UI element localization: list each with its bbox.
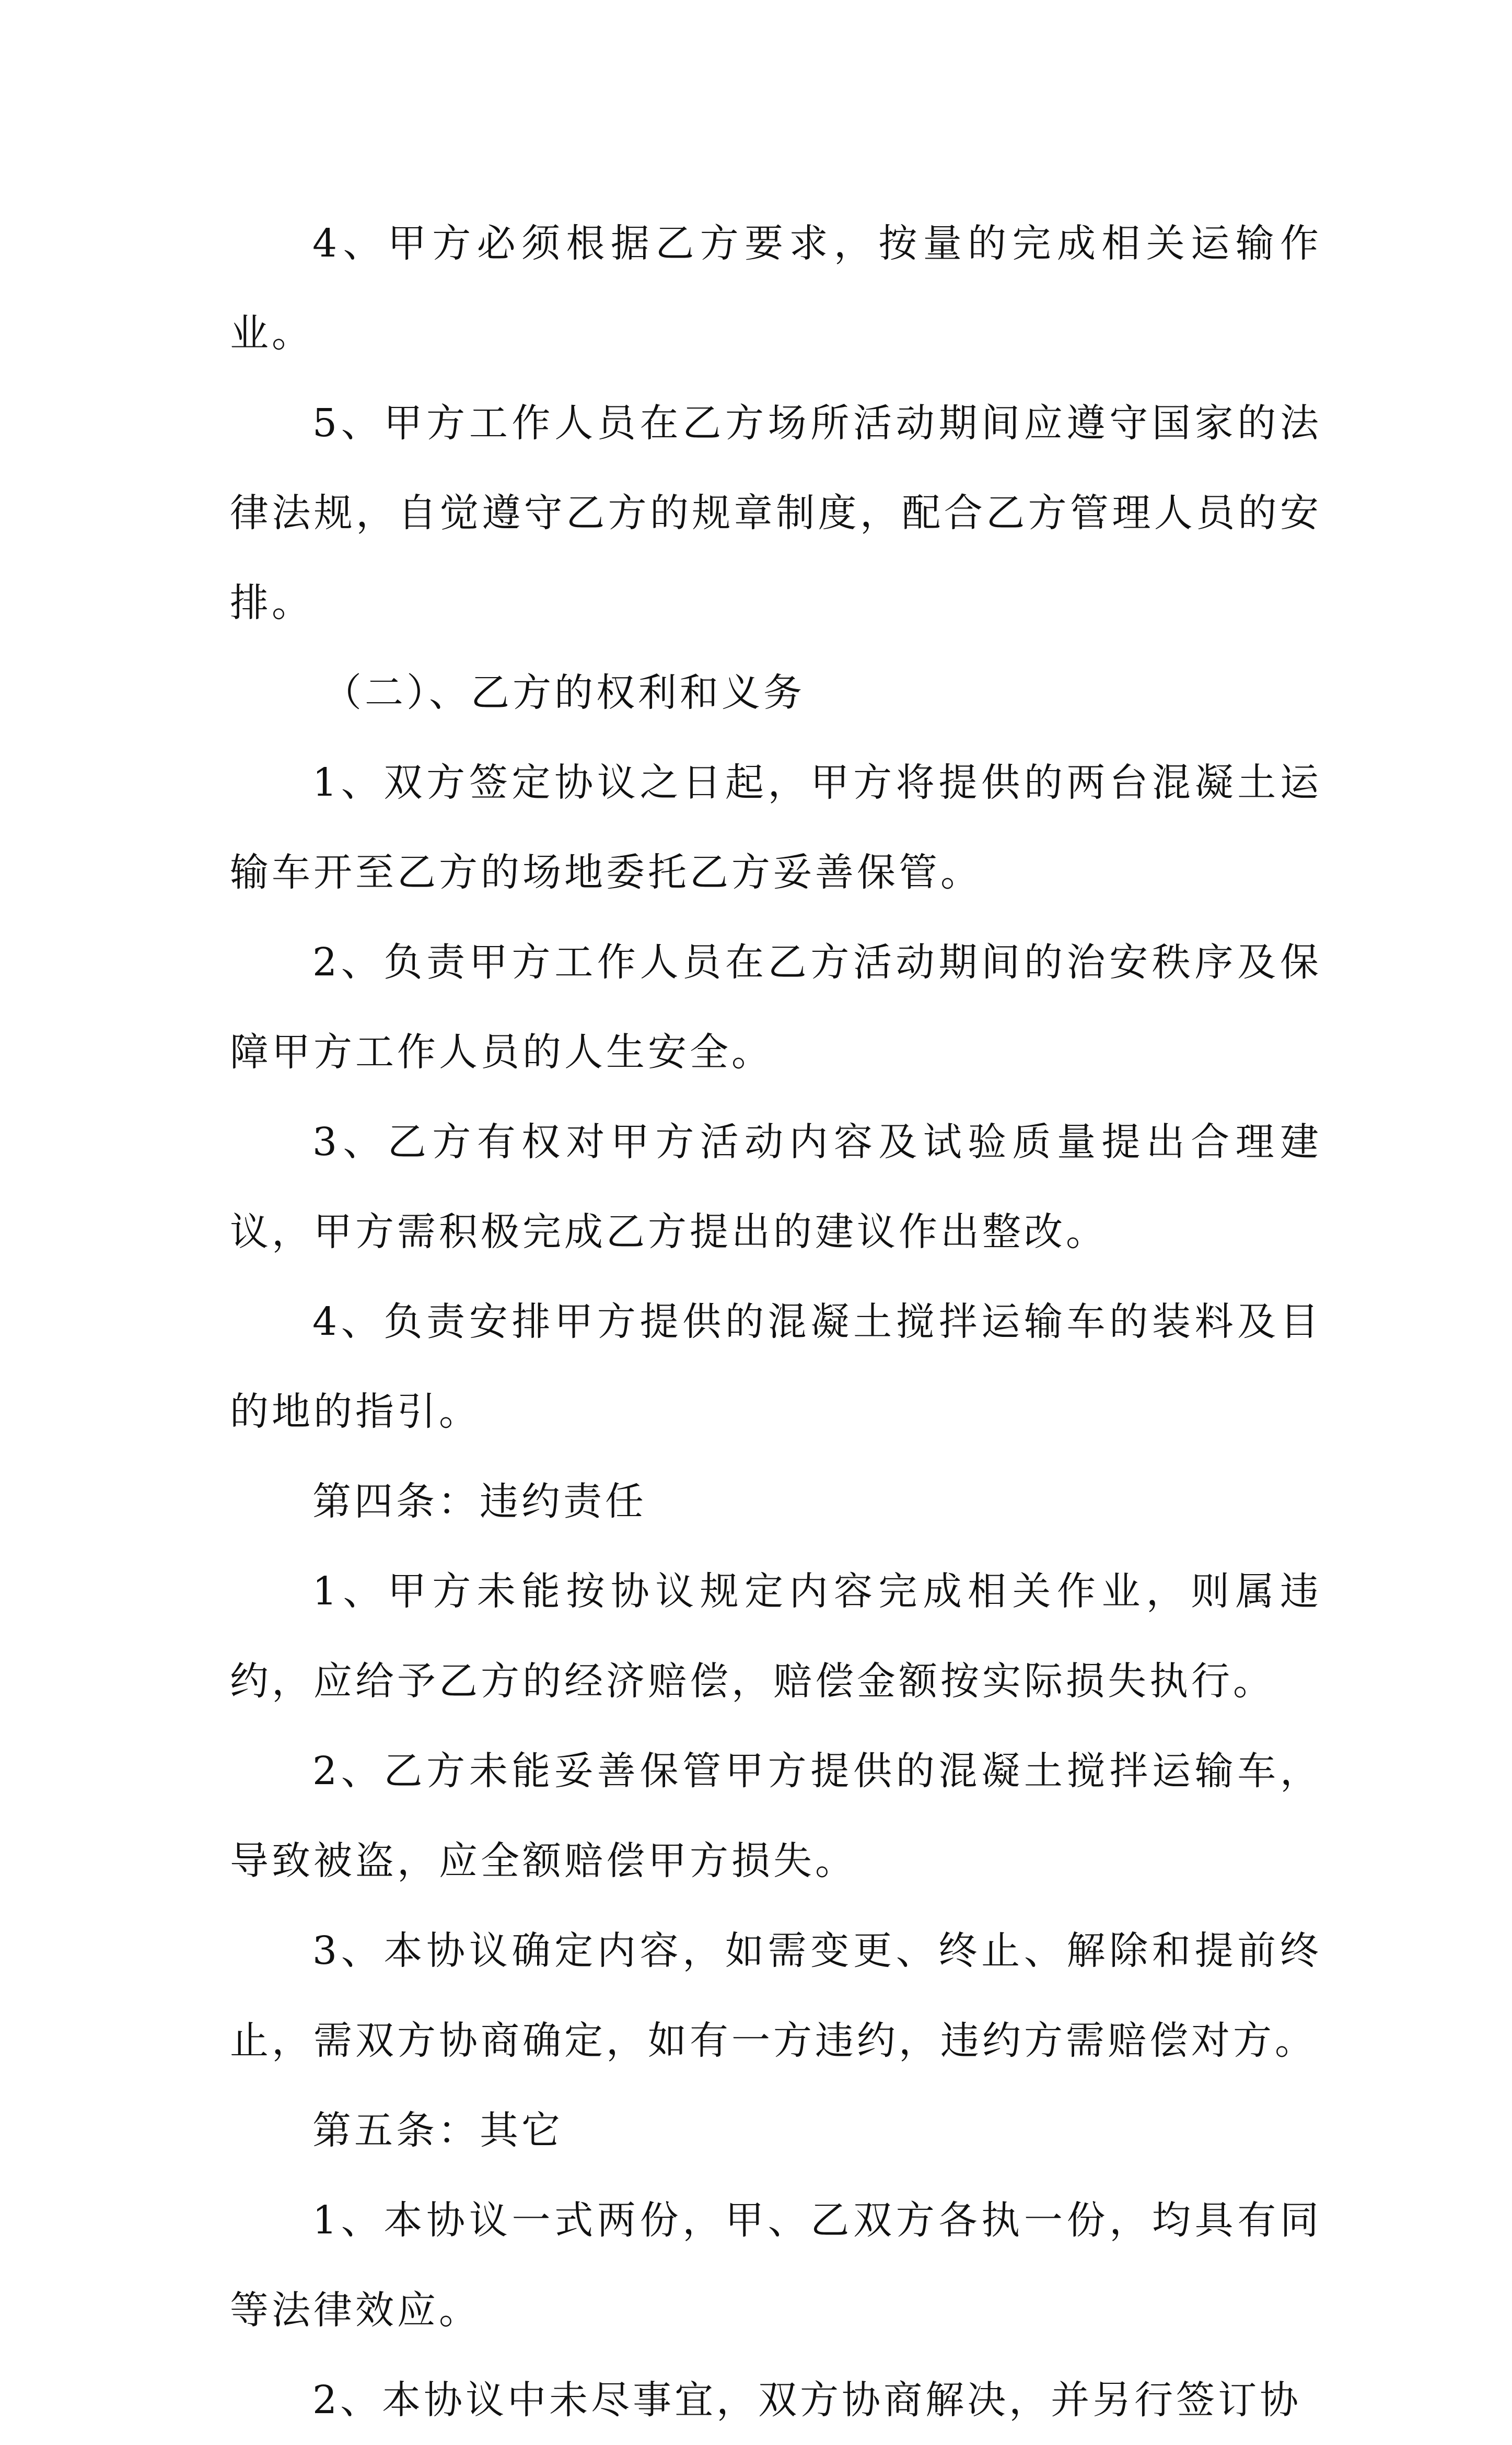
paragraph-party-b-duty-3: 3、乙方有权对甲方活动内容及试验质量提出合理建议，甲方需积极完成乙方提出的建议作出整改。 [230, 1120, 1322, 1254]
paragraph-other-2: 2、本协议中未尽事宜，双方协商解决，并另行签订协 [312, 2378, 1302, 2423]
paragraph-party-b-duty-1: 1、双方签定协议之日起，甲方将提供的两台混凝土运输车开至乙方的场地委托乙方妥善保管。 [230, 760, 1322, 895]
article-heading-4: 第四条：违约责任 [312, 1479, 647, 1524]
paragraph-breach-2: 2、乙方未能妥善保管甲方提供的混凝土搅拌运输车，导致被盗，应全额赔偿甲方损失。 [230, 1749, 1322, 1883]
document-body [230, 199, 1322, 2445]
paragraph-breach-1: 1、甲方未能按协议规定内容完成相关作业，则属违约，应给予乙方的经济赔偿，赔偿金额按实际损失执行。 [230, 1569, 1322, 1704]
paragraph-breach-3: 3、本协议确定内容，如需变更、终止、解除和提前终止，需双方协商确定，如有一方违约，违约方需赔偿对方。 [230, 1928, 1322, 2063]
paragraph-party-a-duty-4: 4、甲方必须根据乙方要求，按量的完成相关运输作业。 [230, 221, 1322, 356]
paragraph-other-1: 1、本协议一式两份，甲、乙双方各执一份，均具有同等法律效应。 [230, 2198, 1322, 2333]
paragraph-party-a-duty-5: 5、甲方工作人员在乙方场所活动期间应遵守国家的法律法规，自觉遵守乙方的规章制度，配合乙方管理人员的安排。 [230, 401, 1322, 625]
paragraph-party-b-duty-2: 2、负责甲方工作人员在乙方活动期间的治安秩序及保障甲方工作人员的人生安全。 [230, 940, 1322, 1075]
paragraph-party-b-duty-4: 4、负责安排甲方提供的混凝土搅拌运输车的装料及目的地的指引。 [230, 1299, 1322, 1434]
article-heading-5: 第五条：其它 [312, 2108, 563, 2153]
section-heading-party-b-rights: （二）、乙方的权利和义务 [323, 670, 805, 715]
